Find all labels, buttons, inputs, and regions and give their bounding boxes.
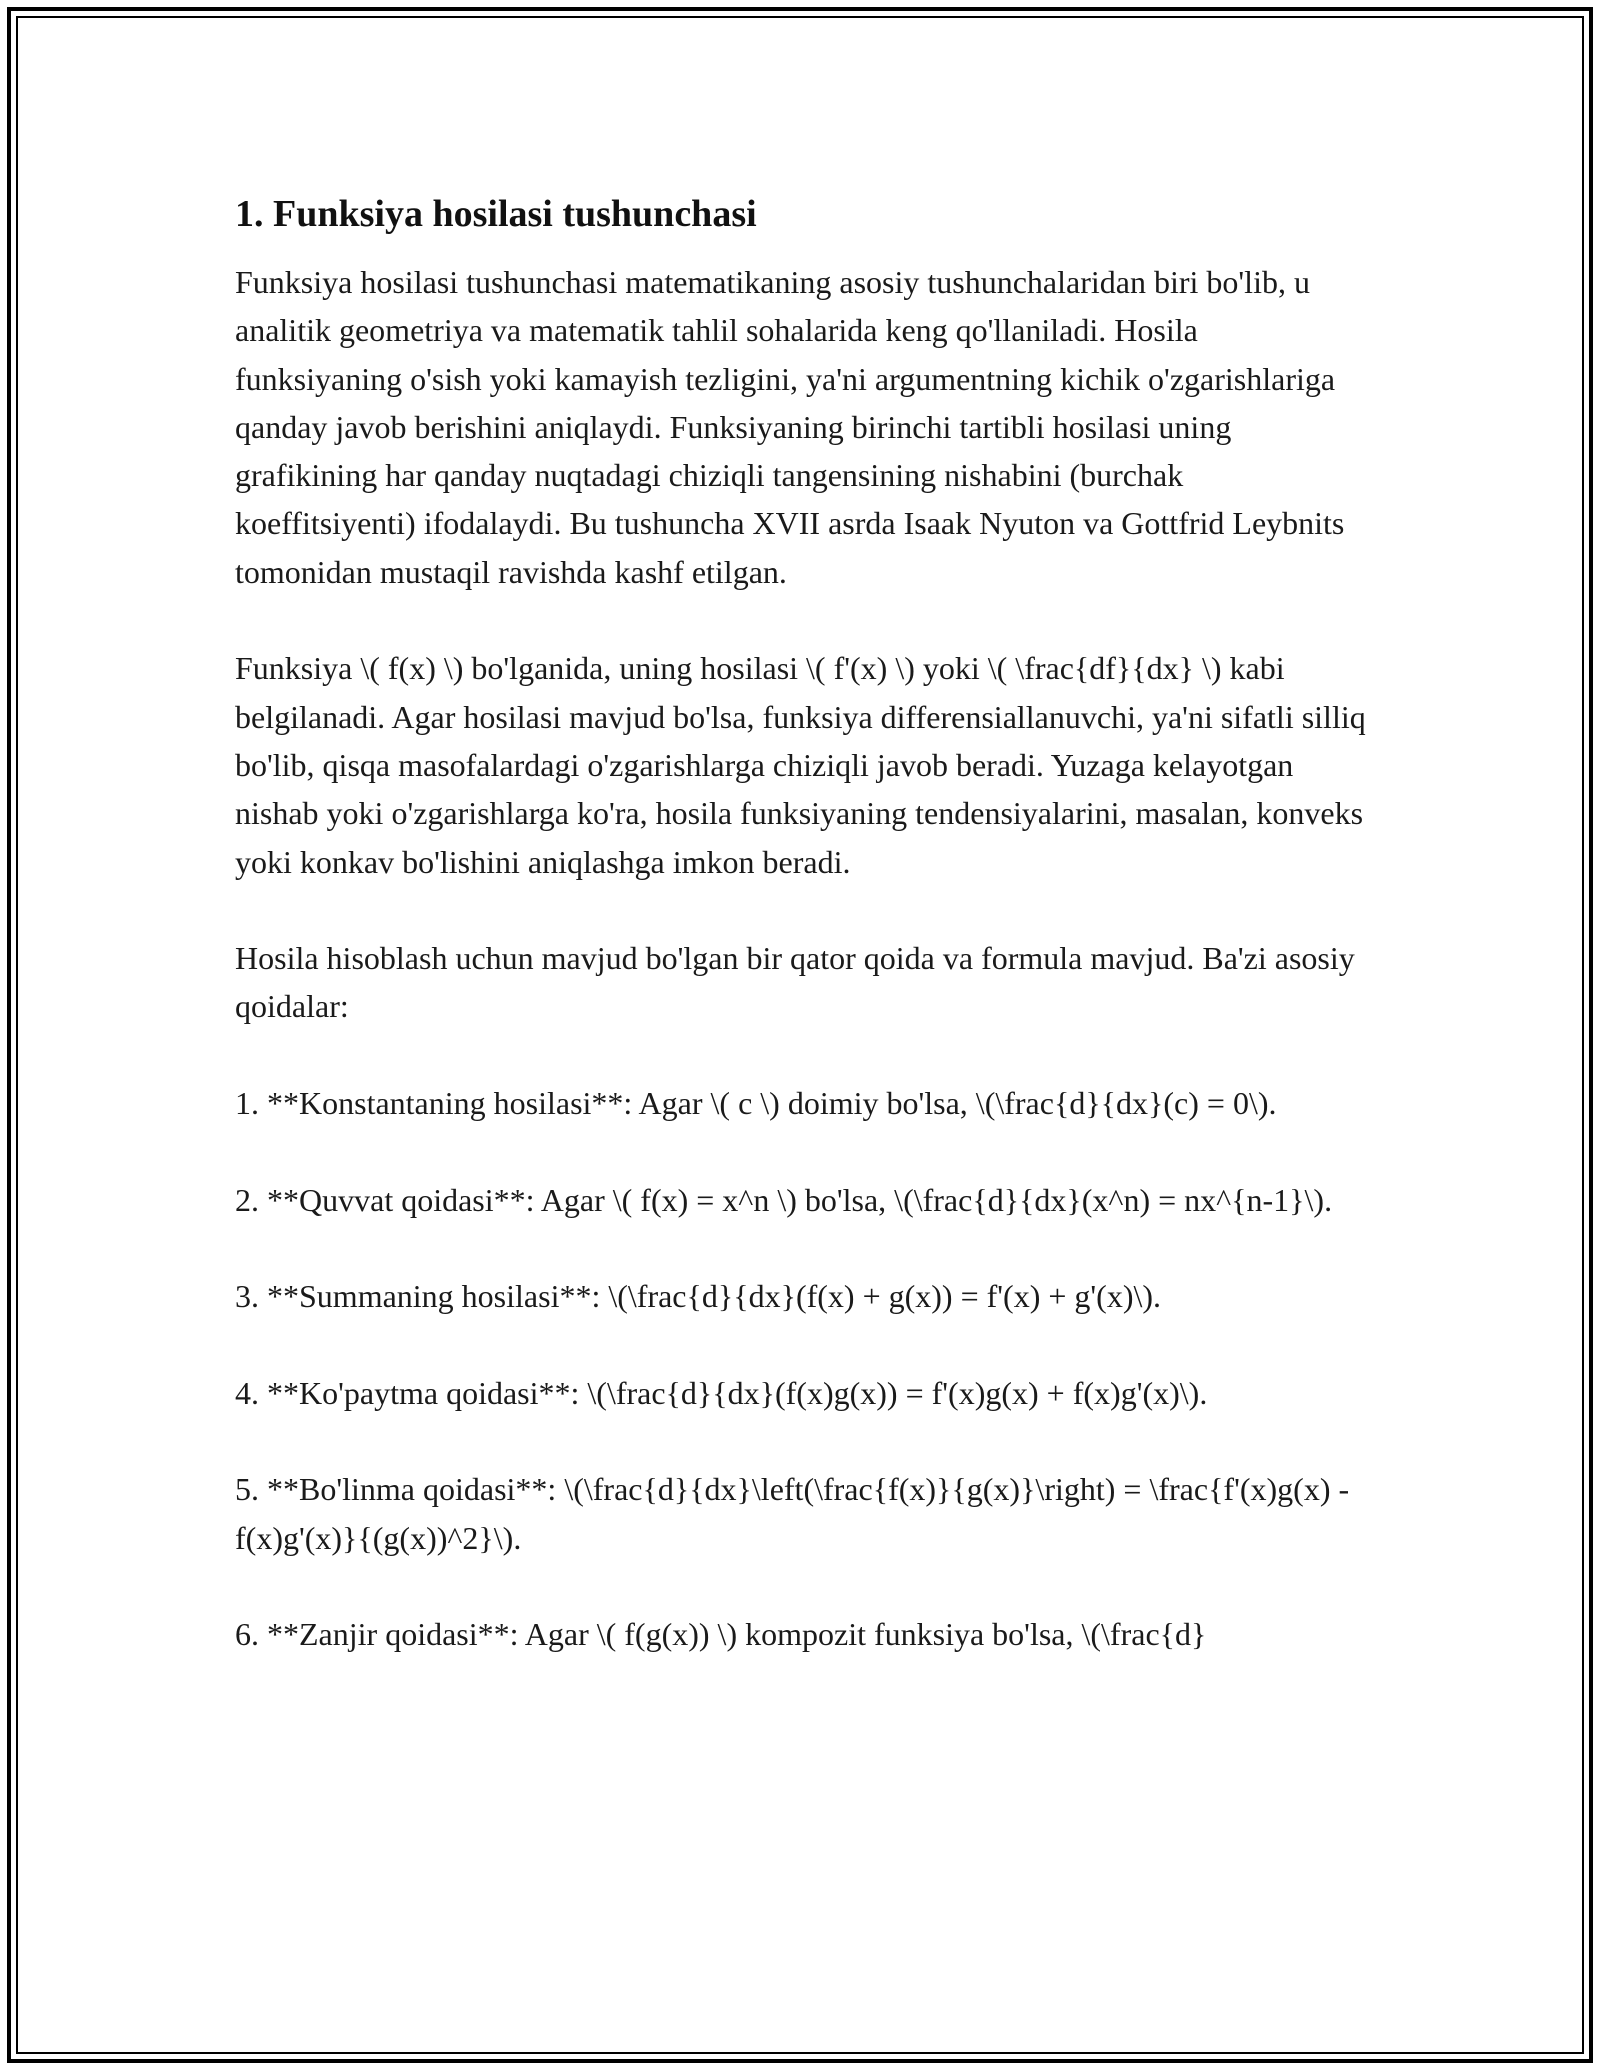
rule-item-chain: 6. **Zanjir qoidasi**: Agar \( f(g(x)) \) kompozit funksiya bo'lsa, \(\frac{d} [235, 1616, 1207, 1653]
rule-item-power: 2. **Quvvat qoidasi**: Agar \( f(x) = x^n \) bo'lsa, \(\frac{d}{dx}(x^n) = nx^{n-1}\). [235, 1181, 1333, 1218]
rule-item-constant: 1. **Konstantaning hosilasi**: Agar \( c \) doimiy bo'lsa, \(\frac{d}{dx}(c) = 0\). [235, 1085, 1277, 1122]
rule-item-quotient: 5. **Bo'linma qoidasi**: \(\frac{d}{dx}\left(\frac{f(x)}{g(x)}\right) = \frac{f'(x)g(x) - f(x)g'(x)}{(g(x))^2}\). [235, 1471, 1350, 1556]
paragraph-intro: Funksiya hosilasi tushunchasi matematikaning asosiy tushunchalaridan biri bo'lib, u analitik geometriya va matematik tahlil sohalarida keng qo'llaniladi. Hosila funksiyaning o'sish yoki kamayish tezligini, ya'ni argumentning kichik o'zgarishlariga qanday javob berishini aniqlaydi. Funksiyaning birinchi tartibli hosilasi uning grafikining har qanday nuqtadagi chiziqli tangensining nishabini (burchak koeffitsiyenti) ifodalaydi. Bu tushuncha XVII asrda Isaak Nyuton va Gottfrid Leybnits tomonidan mustaqil ravishda kashf etilgan. [235, 264, 1345, 590]
paragraph-notation: Funksiya \( f(x) \) bo'lganida, uning hosilasi \( f'(x) \) yoki \( \frac{df}{dx} \) kabi belgilanadi. Agar hosilasi mavjud bo'lsa, funksiya differensiallanuvchi, ya'ni sifatli silliq bo'lib, qisqa masofalardagi o'zgarishlarga chiziqli javob beradi. Yuzaga kelayotgan nishab yoki o'zgarishlarga ko'ra, hosila funksiyaning tendensiyalarini, masalan, konveks yoki konkav bo'lishini aniqlashga imkon beradi. [235, 650, 1366, 880]
rule-item-sum: 3. **Summaning hosilasi**: \(\frac{d}{dx}(f(x) + g(x)) = f'(x) + g'(x)\). [235, 1278, 1162, 1315]
paragraph-rules-intro: Hosila hisoblash uchun mavjud bo'lgan bir qator qoida va formula mavjud. Ba'zi asosiy qoidalar: [235, 940, 1355, 1025]
document-body [235, 188, 1370, 1707]
rule-item-product: 4. **Ko'paytma qoidasi**: \(\frac{d}{dx}(f(x)g(x)) = f'(x)g(x) + f(x)g'(x)\). [235, 1374, 1208, 1411]
section-heading: 1. Funksiya hosilasi tushunchasi [235, 193, 757, 235]
